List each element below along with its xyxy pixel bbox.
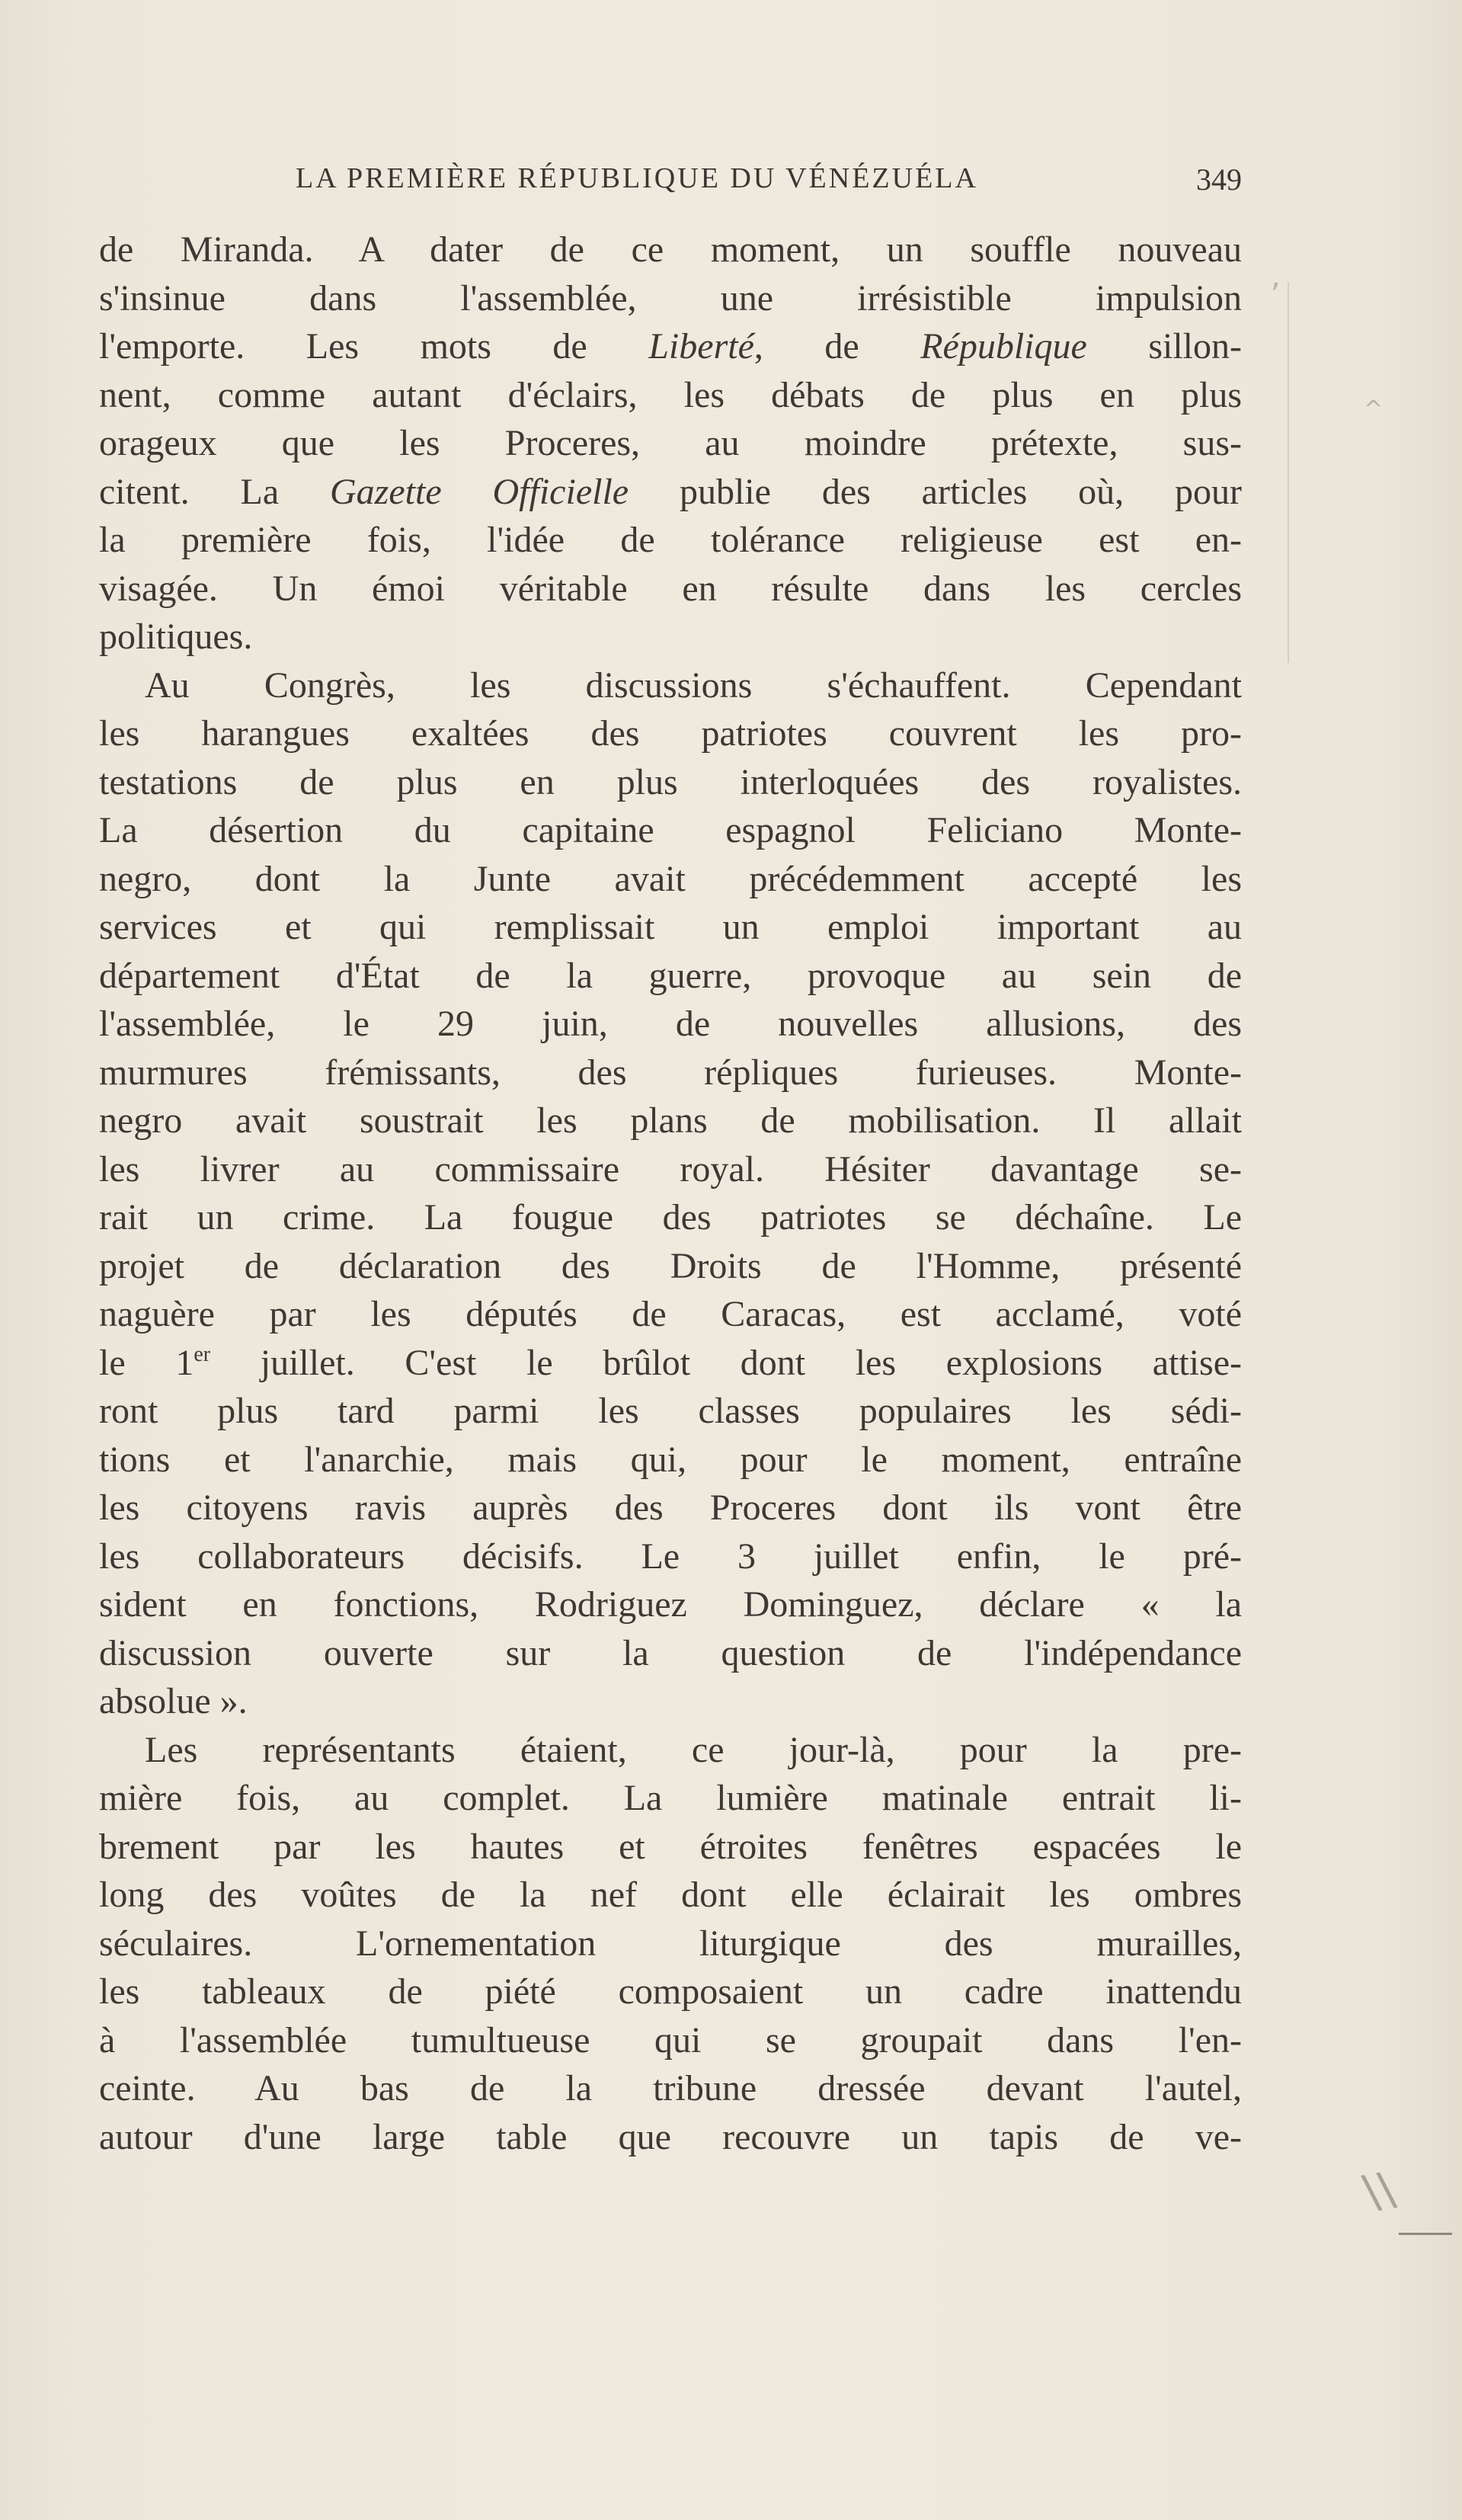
italic-text: Gazette Officielle [330, 471, 629, 512]
text-segment: autour d'une large table que recouvre un tapis de ve- [99, 2116, 1242, 2157]
text-line [99, 565, 1242, 613]
text-line [99, 1823, 1242, 1872]
bottom-rule [1399, 2233, 1452, 2235]
text-line [99, 516, 1242, 565]
text-line [99, 709, 1242, 758]
text-line [99, 903, 1242, 952]
text-line [99, 613, 1242, 661]
text-line [99, 2016, 1242, 2065]
text-segment: séculaires. L'ornementation liturgique des murailles, [99, 1923, 1242, 1964]
text-line [99, 1580, 1242, 1629]
text-line [99, 855, 1242, 904]
text-line [99, 1436, 1242, 1484]
text-line [99, 661, 1242, 710]
text-line [99, 806, 1242, 855]
text-segment: mière fois, au complet. La lumière matinale entrait li- [99, 1778, 1242, 1818]
text-segment: ront plus tard parmi les classes populaires les sédi- [99, 1391, 1242, 1431]
text-segment: la première fois, l'idée de tolérance religieuse est en- [99, 520, 1242, 560]
text-segment: publie des articles où, pour [629, 471, 1242, 512]
running-title: LA PREMIÈRE RÉPUBLIQUE DU VÉNÉZUÉLA [296, 162, 978, 194]
text-line [99, 1920, 1242, 1968]
text-segment: projet de déclaration des Droits de l'Homme, présenté [99, 1245, 1242, 1286]
text-segment: naguère par les députés de Caracas, est acclamé, voté [99, 1294, 1242, 1334]
text-segment: sident en fonctions, Rodriguez Dominguez, déclare « la [99, 1584, 1242, 1625]
text-line [99, 1726, 1242, 1775]
text-line [99, 1677, 1242, 1726]
text-segment: les harangues exaltées des patriotes couvrent les pro- [99, 713, 1242, 754]
text-segment: ceinte. Au bas de la tribune dressée devant l'autel, [99, 2068, 1242, 2109]
text-line [99, 1532, 1242, 1581]
text-segment: negro, dont la Junte avait précédemment accepté les [99, 858, 1242, 899]
text-line [99, 1968, 1242, 2016]
superscript-text: er [194, 1342, 211, 1366]
text-segment: s'insinue dans l'assemblée, une irrésistible impulsion [99, 277, 1242, 319]
text-line [99, 1290, 1242, 1339]
running-head [99, 162, 1242, 207]
text-line [99, 2064, 1242, 2113]
text-segment: orageux que les Proceres, au moindre prétexte, sus- [99, 423, 1242, 463]
text-segment: visagée. Un émoi véritable en résulte dans les cercles [99, 568, 1242, 609]
text-line [99, 226, 1242, 274]
italic-text: République [920, 326, 1087, 367]
text-segment: nent, comme autant d'éclairs, les débats de plus en plus [99, 374, 1242, 415]
text-segment: de Miranda. A dater de ce moment, un souffle nouveau [99, 229, 1242, 270]
italic-text: Liberté [648, 326, 754, 367]
text-segment: les collaborateurs décisifs. Le 3 juillet enfin, le pré- [99, 1535, 1242, 1577]
text-segment: les citoyens ravis auprès des Proceres dont ils vont être [99, 1487, 1242, 1528]
text-segment: les tableaux de piété composaient un cadre inattendu [99, 1971, 1242, 2012]
text-line [99, 1193, 1242, 1242]
text-line [99, 468, 1242, 517]
margin-mark: \\ [1359, 2162, 1400, 2220]
text-segment: sillon- [1086, 326, 1243, 367]
text-segment: citent. La [99, 471, 330, 512]
text-line [99, 1000, 1242, 1049]
text-line [99, 1629, 1242, 1678]
text-segment: tions et l'anarchie, mais qui, pour le moment, entraîne [99, 1439, 1242, 1480]
text-line [99, 1339, 1242, 1388]
margin-mark: ^ [1364, 396, 1384, 423]
text-line [99, 371, 1242, 420]
text-segment: département d'État de la guerre, provoque au sein de [99, 955, 1242, 996]
text-segment: long des voûtes de la nef dont elle éclairait les ombres [99, 1875, 1242, 1915]
text-segment: , de [753, 326, 921, 367]
text-line [99, 1387, 1242, 1436]
text-segment: rait un crime. La fougue des patriotes se déchaîne. Le [99, 1197, 1242, 1238]
text-segment: le 1 [99, 1342, 194, 1383]
text-line [99, 758, 1242, 807]
text-line [99, 322, 1242, 371]
text-line [99, 419, 1242, 468]
text-segment: les livrer au commissaire royal. Hésiter davantage se- [99, 1148, 1242, 1190]
margin-mark: , [1271, 259, 1281, 294]
text-segment: negro avait soustrait les plans de mobilisation. Il allait [99, 1100, 1242, 1141]
text-line [99, 274, 1242, 323]
text-line [99, 1484, 1242, 1532]
page-number: 349 [1196, 162, 1242, 197]
text-segment: Au Congrès, les discussions s'échauffent. Cependant [145, 664, 1242, 706]
text-line [99, 1097, 1242, 1145]
text-segment: murmures frémissants, des répliques furieuses. Monte- [99, 1052, 1242, 1093]
text-segment: absolue ». [99, 1681, 248, 1721]
text-segment: à l'assemblée tumultueuse qui se groupait dans l'en- [99, 2019, 1242, 2061]
text-segment: discussion ouverte sur la question de l'indépendance [99, 1632, 1242, 1673]
text-line [99, 1145, 1242, 1194]
text-line [99, 952, 1242, 1001]
text-line [99, 2113, 1242, 2162]
text-segment: l'assemblée, le 29 juin, de nouvelles allusions, des [99, 1004, 1242, 1044]
text-line [99, 1774, 1242, 1823]
text-segment: l'emporte. Les mots de [99, 326, 649, 367]
text-segment: services et qui remplissait un emploi important au [99, 907, 1242, 947]
body-text [99, 226, 1242, 2161]
text-segment: politiques. [99, 616, 253, 657]
text-line [99, 1242, 1242, 1291]
text-line [99, 1871, 1242, 1920]
text-segment: Les représentants étaient, ce jour-là, pour la pre- [145, 1729, 1242, 1770]
text-segment: juillet. C'est le brûlot dont les explosions attise- [210, 1342, 1242, 1383]
text-line [99, 1049, 1242, 1097]
page-crease [1288, 282, 1289, 663]
text-segment: brement par les hautes et étroites fenêtres espacées le [99, 1826, 1242, 1867]
text-segment: La désertion du capitaine espagnol Feliciano Monte- [99, 810, 1242, 850]
text-segment: testations de plus en plus interloquées des royalistes. [99, 761, 1242, 802]
